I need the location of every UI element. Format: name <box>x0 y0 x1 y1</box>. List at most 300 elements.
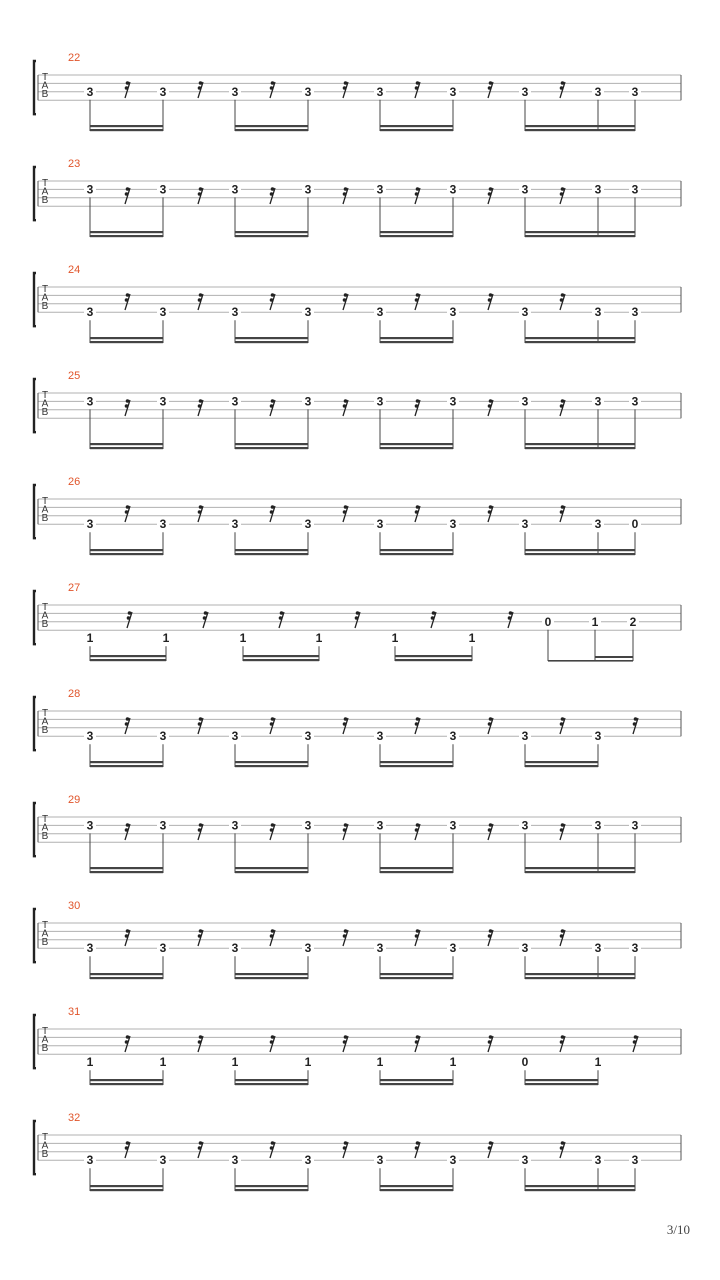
rest-dot <box>489 187 493 191</box>
rest-dot <box>126 823 130 827</box>
beam <box>90 337 163 339</box>
rest-dot <box>125 1040 129 1044</box>
rest-dot <box>560 934 564 938</box>
beam <box>90 235 163 237</box>
fret-number: 3 <box>449 1153 457 1168</box>
fret-number: 3 <box>376 818 384 833</box>
fret-number: 3 <box>594 84 602 99</box>
rest-dot <box>125 828 129 832</box>
beam <box>90 867 163 869</box>
rest-dot <box>634 1035 638 1039</box>
fret-number: 3 <box>521 941 529 956</box>
rest-dot <box>199 505 203 509</box>
rest-dot <box>270 86 274 90</box>
measure-number: 24 <box>68 264 81 276</box>
rest-dot <box>198 934 202 938</box>
fret-number: 3 <box>304 305 312 320</box>
rest-dot <box>488 86 492 90</box>
fret-number: 3 <box>376 517 384 532</box>
beam <box>380 553 453 555</box>
fret-number: 1 <box>231 1055 239 1070</box>
tab-clef-letter: T <box>41 814 49 825</box>
rest-dot <box>560 1146 564 1150</box>
fret-number: 3 <box>231 1153 239 1168</box>
beam <box>395 655 472 657</box>
rest-dot <box>199 1035 203 1039</box>
rest-dot <box>561 1141 565 1145</box>
rest-dot <box>271 1035 275 1039</box>
fret-number: 3 <box>231 84 239 99</box>
rest-dot <box>126 929 130 933</box>
staff-brace <box>34 591 36 644</box>
rest-dot <box>125 192 129 196</box>
rest-dot <box>560 1040 564 1044</box>
tab-clef-letter: A <box>41 292 49 304</box>
fret-number: 3 <box>594 941 602 956</box>
fret-number: 3 <box>521 1153 529 1168</box>
rest-dot <box>343 192 347 196</box>
tab-clef-letter: A <box>41 80 49 92</box>
beam <box>243 655 319 657</box>
fret-number: 3 <box>159 517 167 532</box>
fret-number: 3 <box>521 84 529 99</box>
rest-dot <box>199 823 203 827</box>
fret-number: 1 <box>86 1055 94 1070</box>
tab-system-22 <box>34 52 681 131</box>
tab-system-26 <box>34 476 681 555</box>
beam <box>90 553 163 555</box>
beam <box>380 337 453 339</box>
beam <box>380 977 453 979</box>
rest-dot <box>416 1141 420 1145</box>
tab-clef-letter: T <box>41 178 49 189</box>
rest-dot <box>280 611 284 615</box>
rest-dot <box>489 823 493 827</box>
fret-number: 3 <box>449 941 457 956</box>
fret-number: 2 <box>629 614 637 629</box>
fret-number: 3 <box>86 394 94 409</box>
rest-dot <box>560 298 564 302</box>
beam <box>90 871 163 873</box>
staff-brace <box>34 379 36 432</box>
rest-dot <box>488 404 492 408</box>
beam <box>548 660 633 662</box>
beam <box>235 867 308 869</box>
beam <box>90 549 163 551</box>
fret-number: 3 <box>304 394 312 409</box>
tab-system-31 <box>34 1006 681 1085</box>
fret-number: 3 <box>304 818 312 833</box>
rest-dot <box>356 611 360 615</box>
beam <box>525 337 635 339</box>
beam <box>235 235 308 237</box>
fret-number: 3 <box>594 1153 602 1168</box>
beam <box>380 443 453 445</box>
rest-dot <box>416 929 420 933</box>
beam <box>235 1083 308 1085</box>
measure-number: 28 <box>68 688 81 700</box>
rest-dot <box>198 86 202 90</box>
rest-dot <box>344 399 348 403</box>
rest-dot <box>561 823 565 827</box>
rest-dot <box>489 399 493 403</box>
fret-number: 3 <box>594 517 602 532</box>
fret-number: 3 <box>631 818 639 833</box>
fret-number: 1 <box>468 631 476 646</box>
beam <box>90 129 163 131</box>
measure-number: 25 <box>68 370 81 382</box>
beam <box>525 765 598 767</box>
rest-dot <box>125 1146 129 1150</box>
beam <box>90 231 163 233</box>
tab-system-32 <box>34 1112 681 1191</box>
fret-number: 3 <box>86 818 94 833</box>
rest-dot <box>343 1146 347 1150</box>
fret-number: 3 <box>304 182 312 197</box>
rest-dot <box>126 293 130 297</box>
tab-clef-letter: T <box>41 1132 49 1143</box>
fret-number: 1 <box>162 631 170 646</box>
tab-clef-letter: T <box>41 708 49 719</box>
tab-clef-letter: A <box>41 186 49 198</box>
fret-number: 3 <box>159 182 167 197</box>
fret-number: 3 <box>159 84 167 99</box>
rest-dot <box>488 722 492 726</box>
fret-number: 3 <box>86 305 94 320</box>
fret-number: 3 <box>159 941 167 956</box>
fret-number: 3 <box>304 941 312 956</box>
tab-clef-letter: B <box>41 1149 49 1160</box>
tab-clef-letter: A <box>41 928 49 940</box>
rest-dot <box>415 192 419 196</box>
fret-number: 3 <box>304 84 312 99</box>
beam <box>525 1079 598 1081</box>
rest-dot <box>198 1146 202 1150</box>
tab-system-24 <box>34 264 681 343</box>
fret-number: 3 <box>521 818 529 833</box>
measure-number: 22 <box>68 52 81 64</box>
fret-number: 3 <box>449 84 457 99</box>
beam <box>525 235 635 237</box>
beam <box>525 129 635 131</box>
beam <box>525 443 635 445</box>
rest-dot <box>415 298 419 302</box>
beam <box>235 125 308 127</box>
rest-dot <box>271 1141 275 1145</box>
tab-clef-letter: B <box>41 725 49 736</box>
tab-clef-letter: B <box>41 407 49 418</box>
beam <box>235 765 308 767</box>
rest-dot <box>561 717 565 721</box>
beam <box>90 1189 163 1191</box>
fret-number: 3 <box>231 517 239 532</box>
fret-number: 3 <box>376 394 384 409</box>
beam <box>525 1185 635 1187</box>
beam <box>90 973 163 975</box>
fret-number: 0 <box>521 1055 529 1070</box>
rest-dot <box>126 81 130 85</box>
fret-number: 3 <box>86 729 94 744</box>
tab-clef-letter: T <box>41 602 49 613</box>
page-number: 3/10 <box>666 1222 690 1237</box>
fret-number: 3 <box>449 305 457 320</box>
fret-number: 1 <box>376 1055 384 1070</box>
rest-dot <box>199 187 203 191</box>
rest-dot <box>633 722 637 726</box>
beam <box>380 129 453 131</box>
beam <box>525 231 635 233</box>
rest-dot <box>488 1040 492 1044</box>
rest-dot <box>415 722 419 726</box>
rest-dot <box>489 81 493 85</box>
beam <box>235 549 308 551</box>
rest-dot <box>270 510 274 514</box>
tab-clef-letter: A <box>41 398 49 410</box>
fret-number: 3 <box>521 517 529 532</box>
fret-number: 1 <box>304 1055 312 1070</box>
rest-dot <box>416 505 420 509</box>
fret-number: 3 <box>376 941 384 956</box>
fret-number: 1 <box>315 631 323 646</box>
fret-number: 3 <box>449 818 457 833</box>
beam <box>380 231 453 233</box>
fret-number: 3 <box>159 394 167 409</box>
staff-brace <box>34 803 36 856</box>
rest-dot <box>489 929 493 933</box>
tab-clef-letter: A <box>41 1140 49 1152</box>
beam <box>525 549 635 551</box>
fret-number: 3 <box>304 1153 312 1168</box>
rest-dot <box>198 722 202 726</box>
rest-dot <box>343 1040 347 1044</box>
tab-clef-letter: A <box>41 1034 49 1046</box>
rest-dot <box>343 828 347 832</box>
tab-system-25 <box>34 370 681 449</box>
beam <box>380 1079 453 1081</box>
beam <box>380 235 453 237</box>
rest-dot <box>343 86 347 90</box>
rest-dot <box>271 717 275 721</box>
rest-dot <box>270 934 274 938</box>
beam <box>525 867 635 869</box>
beam <box>235 1189 308 1191</box>
beam <box>90 1083 163 1085</box>
rest-dot <box>271 929 275 933</box>
rest-dot <box>199 81 203 85</box>
rest-dot <box>489 1035 493 1039</box>
beam <box>235 231 308 233</box>
rest-dot <box>561 929 565 933</box>
fret-number: 1 <box>159 1055 167 1070</box>
rest-dot <box>127 616 131 620</box>
fret-number: 3 <box>86 517 94 532</box>
rest-dot <box>343 298 347 302</box>
rest-dot <box>488 192 492 196</box>
rest-dot <box>270 192 274 196</box>
fret-number: 3 <box>231 818 239 833</box>
beam <box>235 337 308 339</box>
rest-dot <box>560 86 564 90</box>
rest-dot <box>203 616 207 620</box>
rest-dot <box>126 1141 130 1145</box>
rest-dot <box>561 1035 565 1039</box>
beam <box>90 125 163 127</box>
fret-number: 3 <box>449 517 457 532</box>
rest-dot <box>488 1146 492 1150</box>
tab-clef-letter: T <box>41 920 49 931</box>
rest-dot <box>126 187 130 191</box>
tab-clef-letter: T <box>41 1026 49 1037</box>
beam <box>525 977 635 979</box>
rest-dot <box>125 298 129 302</box>
fret-number: 1 <box>591 614 599 629</box>
fret-number: 1 <box>239 631 247 646</box>
beam <box>235 871 308 873</box>
rest-dot <box>198 828 202 832</box>
tab-system-30 <box>34 900 681 979</box>
beam <box>235 447 308 449</box>
rest-dot <box>561 81 565 85</box>
rest-dot <box>561 293 565 297</box>
rest-dot <box>126 1035 130 1039</box>
beam <box>235 1185 308 1187</box>
rest-dot <box>415 934 419 938</box>
rest-dot <box>344 187 348 191</box>
fret-number: 3 <box>631 941 639 956</box>
rest-dot <box>270 828 274 832</box>
beam <box>90 765 163 767</box>
fret-number: 3 <box>521 394 529 409</box>
rest-dot <box>489 717 493 721</box>
beam <box>90 977 163 979</box>
rest-dot <box>125 934 129 938</box>
tab-system-28 <box>34 688 681 767</box>
rest-dot <box>270 404 274 408</box>
rest-dot <box>271 81 275 85</box>
fret-number: 0 <box>631 517 639 532</box>
staff-brace <box>34 697 36 750</box>
beam <box>90 443 163 445</box>
measure-number: 32 <box>68 1112 81 1124</box>
rest-dot <box>633 1040 637 1044</box>
rest-dot <box>343 722 347 726</box>
fret-number: 3 <box>449 182 457 197</box>
rest-dot <box>416 1035 420 1039</box>
beam <box>380 1083 453 1085</box>
fret-number: 3 <box>521 729 529 744</box>
tab-clef-letter: A <box>41 504 49 516</box>
beam <box>235 761 308 763</box>
fret-number: 3 <box>376 729 384 744</box>
rest-dot <box>198 1040 202 1044</box>
fret-number: 3 <box>521 182 529 197</box>
beam <box>380 973 453 975</box>
fret-number: 3 <box>631 394 639 409</box>
rest-dot <box>199 293 203 297</box>
staff-brace <box>34 273 36 326</box>
measure-number: 29 <box>68 794 81 806</box>
fret-number: 3 <box>631 305 639 320</box>
rest-dot <box>343 404 347 408</box>
fret-number: 3 <box>304 517 312 532</box>
staff-brace <box>34 1015 36 1068</box>
fret-number: 3 <box>449 729 457 744</box>
rest-dot <box>344 717 348 721</box>
fret-number: 3 <box>231 941 239 956</box>
tab-clef-letter: T <box>41 496 49 507</box>
rest-dot <box>560 722 564 726</box>
rest-dot <box>561 399 565 403</box>
fret-number: 1 <box>86 631 94 646</box>
rest-dot <box>198 510 202 514</box>
rest-dot <box>344 293 348 297</box>
beam <box>380 765 453 767</box>
rest-dot <box>561 187 565 191</box>
rest-dot <box>488 828 492 832</box>
rest-dot <box>125 510 129 514</box>
rest-dot <box>271 187 275 191</box>
beam <box>380 867 453 869</box>
rest-dot <box>271 505 275 509</box>
rest-dot <box>415 828 419 832</box>
measure-number: 27 <box>68 582 81 594</box>
rest-dot <box>344 1035 348 1039</box>
tab-clef-letter: B <box>41 513 49 524</box>
staff-brace <box>34 61 36 114</box>
beam <box>525 341 635 343</box>
tab-clef-letter: B <box>41 619 49 630</box>
rest-dot <box>416 293 420 297</box>
fret-number: 3 <box>86 182 94 197</box>
tab-clef-letter: T <box>41 284 49 295</box>
beam <box>243 659 319 661</box>
rest-dot <box>415 510 419 514</box>
beam <box>90 761 163 763</box>
rest-dot <box>271 293 275 297</box>
rest-dot <box>344 1141 348 1145</box>
fret-number: 3 <box>594 305 602 320</box>
beam <box>235 977 308 979</box>
rest-dot <box>488 510 492 514</box>
rest-dot <box>270 1040 274 1044</box>
beam <box>380 761 453 763</box>
rest-dot <box>489 505 493 509</box>
rest-dot <box>634 717 638 721</box>
fret-number: 3 <box>159 818 167 833</box>
beam <box>380 871 453 873</box>
tab-clef-letter: A <box>41 822 49 834</box>
rest-dot <box>271 823 275 827</box>
fret-number: 3 <box>376 84 384 99</box>
rest-dot <box>416 187 420 191</box>
rest-dot <box>198 404 202 408</box>
beam <box>235 129 308 131</box>
fret-number: 3 <box>231 729 239 744</box>
fret-number: 3 <box>86 941 94 956</box>
rest-dot <box>560 404 564 408</box>
beam <box>90 447 163 449</box>
rest-dot <box>125 404 129 408</box>
fret-number: 3 <box>376 1153 384 1168</box>
beam <box>90 659 166 661</box>
fret-number: 0 <box>544 614 552 629</box>
rest-dot <box>416 399 420 403</box>
fret-number: 3 <box>159 1153 167 1168</box>
measure-number: 30 <box>68 900 81 912</box>
rest-dot <box>126 717 130 721</box>
beam <box>235 341 308 343</box>
measure-number: 23 <box>68 158 81 170</box>
